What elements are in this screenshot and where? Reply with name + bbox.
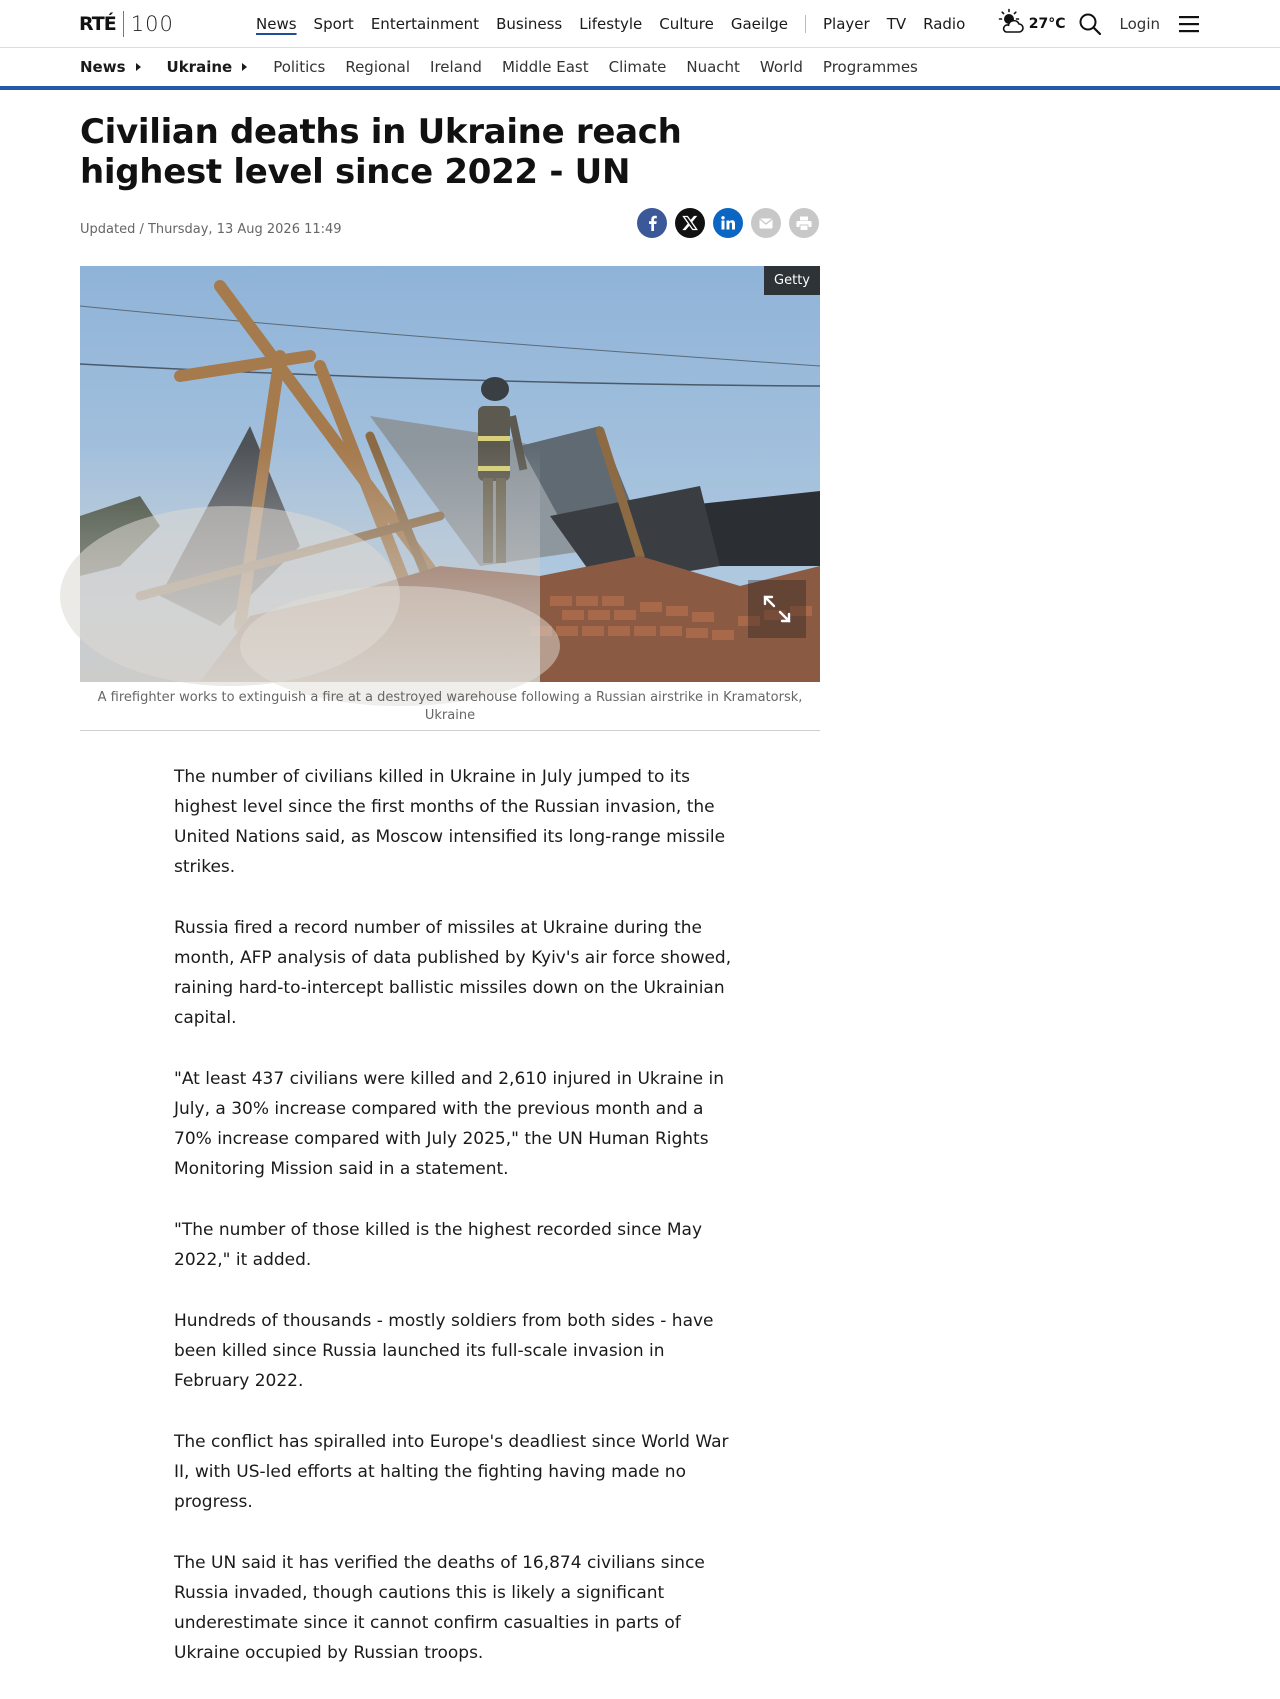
hamburger-menu-icon[interactable] [1178, 15, 1200, 33]
weather-temperature: 27°C [1028, 16, 1066, 32]
section-subnav [0, 48, 1280, 90]
image-credit-badge: Getty [764, 266, 820, 295]
facebook-icon[interactable] [637, 208, 667, 238]
hero-image[interactable] [80, 266, 820, 682]
hero-photo [80, 266, 820, 682]
logo-100-text: 100 [130, 12, 174, 36]
subnav-item-climate[interactable]: Climate [608, 58, 667, 76]
caret-right-icon [242, 63, 247, 71]
email-icon[interactable] [751, 208, 781, 238]
nav-item-tv[interactable]: TV [886, 15, 907, 33]
article-paragraph: "The number of those killed is the highest recorded since May 2022," it added. [174, 1220, 703, 1270]
nav-item-gaeilge[interactable]: Gaeilge [730, 15, 788, 33]
subnav-item-world[interactable]: World [759, 58, 803, 76]
nav-item-culture[interactable]: Culture [659, 15, 714, 33]
subnav-item-politics[interactable]: Politics [273, 58, 326, 76]
nav-item-news[interactable]: News [256, 15, 297, 33]
x-icon[interactable] [675, 208, 705, 238]
nav-item-radio[interactable]: Radio [923, 15, 966, 33]
subnav-news-dropdown[interactable] [80, 58, 141, 76]
article-headline: Civilian deaths in Ukraine reach highest level since 2022 - UN [80, 112, 682, 192]
print-icon[interactable] [789, 208, 819, 238]
article-paragraph: The UN said it has verified the deaths of 16,874 civilians since Russia invaded, though cautions this is likely a significant underestimate since it cannot confirm casualties in parts of Ukraine occupied by Russian troops. [174, 1553, 705, 1663]
weather-widget[interactable] [997, 8, 1066, 41]
subnav-item-ireland[interactable]: Ireland [430, 58, 482, 76]
article-paragraph: The conflict has spiralled into Europe's deadliest since World War II, with US-led efforts at halting the fighting having made no progress. [174, 1432, 729, 1512]
linkedin-icon[interactable] [713, 208, 743, 238]
site-header [0, 0, 1280, 48]
nav-item-player[interactable]: Player [823, 15, 870, 33]
login-link[interactable]: Login [1119, 15, 1160, 33]
header-utilities [997, 0, 1200, 48]
subnav-item-programmes[interactable]: Programmes [822, 58, 918, 76]
caption-divider [80, 730, 820, 731]
logo-rte-text: RTÉ [79, 13, 116, 35]
nav-item-business[interactable]: Business [496, 15, 563, 33]
caret-right-icon [136, 63, 141, 71]
article-paragraph: Hundreds of thousands - mostly soldiers from both sides - have been killed since Russia launched its full-scale invasion in February 2022. [174, 1311, 714, 1391]
subnav-item-nuacht[interactable]: Nuacht [686, 58, 740, 76]
expand-icon[interactable] [748, 580, 806, 638]
subnav-ukraine-dropdown[interactable] [167, 58, 248, 76]
nav-item-sport[interactable]: Sport [313, 15, 354, 33]
article-paragraph: "At least 437 civilians were killed and 2,610 injured in Ukraine in July, a 30% increase compared with the previous month and a 70% increase compared with July 2025," the UN Human Rights Monitoring Mission said in a statement. [174, 1069, 725, 1179]
nav-item-lifestyle[interactable]: Lifestyle [579, 15, 643, 33]
rte-logo[interactable] [79, 10, 174, 38]
nav-divider [805, 15, 806, 33]
article-paragraph: Russia fired a record number of missiles at Ukraine during the month, AFP analysis of data published by Kyiv's air force showed, raining hard-to-intercept ballistic missiles down on the Ukrainian capital. [174, 918, 732, 1028]
logo-divider [123, 11, 124, 37]
subnav-item-regional[interactable]: Regional [345, 58, 411, 76]
primary-nav [256, 0, 982, 48]
sun-cloud-icon [997, 8, 1025, 41]
share-buttons [637, 208, 819, 238]
subnav-item-middle-east[interactable]: Middle East [501, 58, 589, 76]
subnav-ukraine-label: Ukraine [166, 58, 233, 76]
article-paragraph: The number of civilians killed in Ukraine in July jumped to its highest level since the first months of the Russian invasion, the United Nations said, as Moscow intensified its long-range missile strikes. [174, 767, 726, 877]
nav-item-entertainment[interactable]: Entertainment [370, 15, 480, 33]
article-body [174, 762, 734, 1699]
subnav-news-label: News [80, 58, 126, 76]
image-caption: A firefighter works to extinguish a fire at a destroyed warehouse following a Russian airstrike in Kramatorsk, Ukraine [97, 690, 803, 723]
search-icon[interactable] [1078, 12, 1102, 36]
article-updated-timestamp: Updated / Thursday, 13 Aug 2026 11:49 [80, 222, 342, 237]
